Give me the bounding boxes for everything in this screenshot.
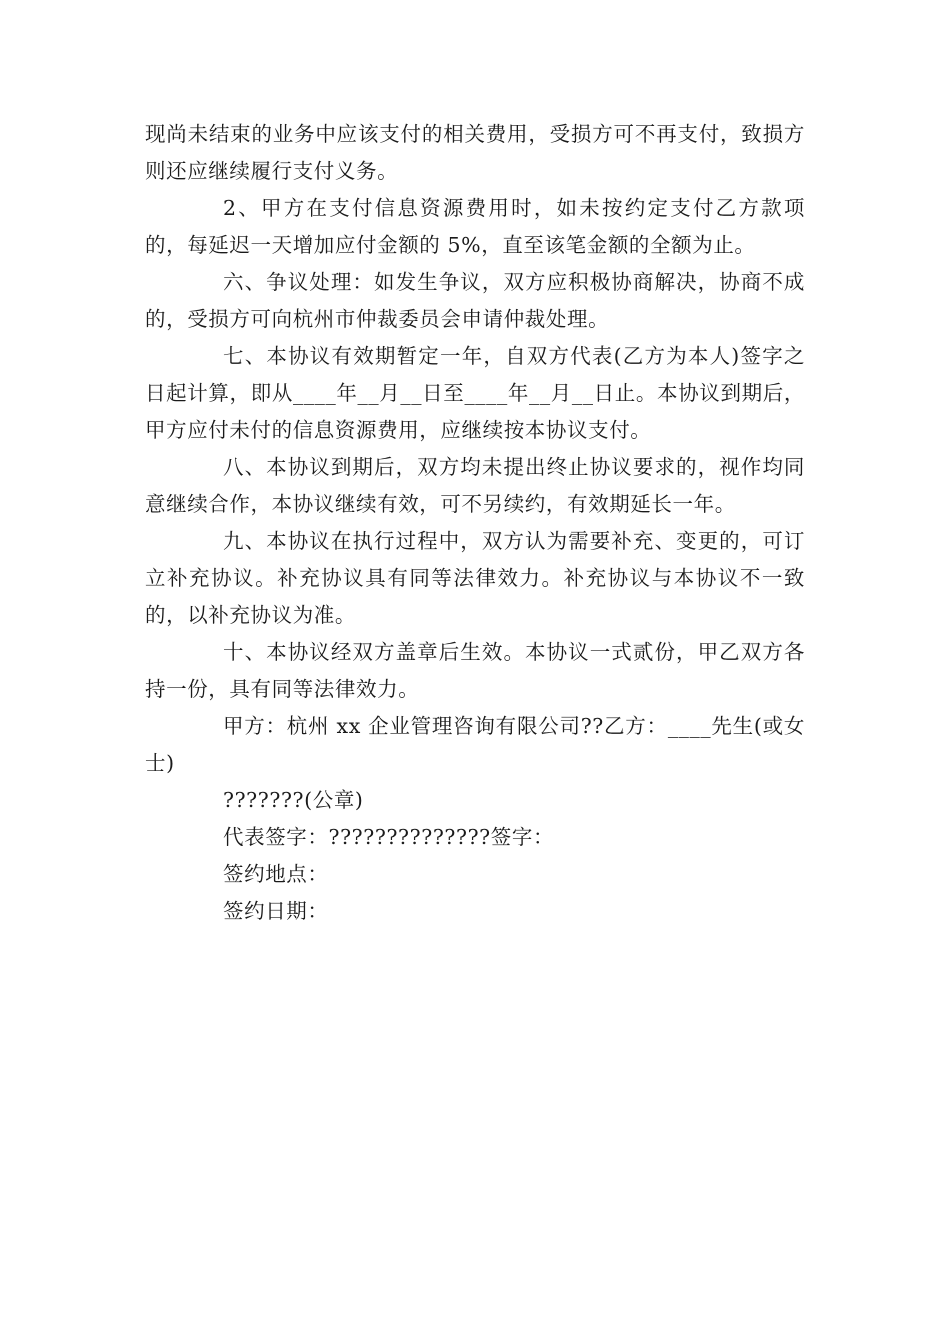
paragraph-validity-period: 七、本协议有效期暂定一年，自双方代表(乙方为本人)签字之日起计算，即从____年__月__日至____年__月__日止。本协议到期后，甲方应付未付的信息资源费用，应继续按本协议支付。 bbox=[145, 344, 805, 442]
signing-place-line: 签约地点： bbox=[223, 862, 329, 886]
seal-line: ???????(公章) bbox=[223, 788, 364, 812]
document-page bbox=[145, 116, 805, 930]
parties-line: 甲方：杭州 xx 企业管理咨询有限公司??乙方：____先生(或女士) bbox=[145, 714, 805, 775]
representative-signature-line: 代表签字：??????????????签字： bbox=[223, 825, 555, 849]
paragraph-auto-renewal: 八、本协议到期后，双方均未提出终止协议要求的，视作均同意继续合作，本协议继续有效，可不另续约，有效期延长一年。 bbox=[145, 455, 805, 516]
paragraph-dispute-resolution: 六、争议处理：如发生争议，双方应积极协商解决，协商不成的，受损方可向杭州市仲裁委员会申请仲裁处理。 bbox=[145, 270, 805, 331]
signing-date-line: 签约日期： bbox=[223, 899, 329, 923]
paragraph-payment-continuation: 现尚未结束的业务中应该支付的相关费用，受损方可不再支付，致损方则还应继续履行支付义务。 bbox=[145, 122, 805, 183]
paragraph-late-payment-clause: 2、甲方在支付信息资源费用时，如未按约定支付乙方款项的，每延迟一天增加应付金额的 5%，直至该笔金额的全额为止。 bbox=[145, 196, 805, 257]
paragraph-supplementary-agreement: 九、本协议在执行过程中，双方认为需要补充、变更的，可订立补充协议。补充协议具有同等法律效力。补充协议与本协议不一致的，以补充协议为准。 bbox=[145, 529, 805, 627]
paragraph-effectiveness: 十、本协议经双方盖章后生效。本协议一式贰份，甲乙双方各持一份，具有同等法律效力。 bbox=[145, 640, 805, 701]
